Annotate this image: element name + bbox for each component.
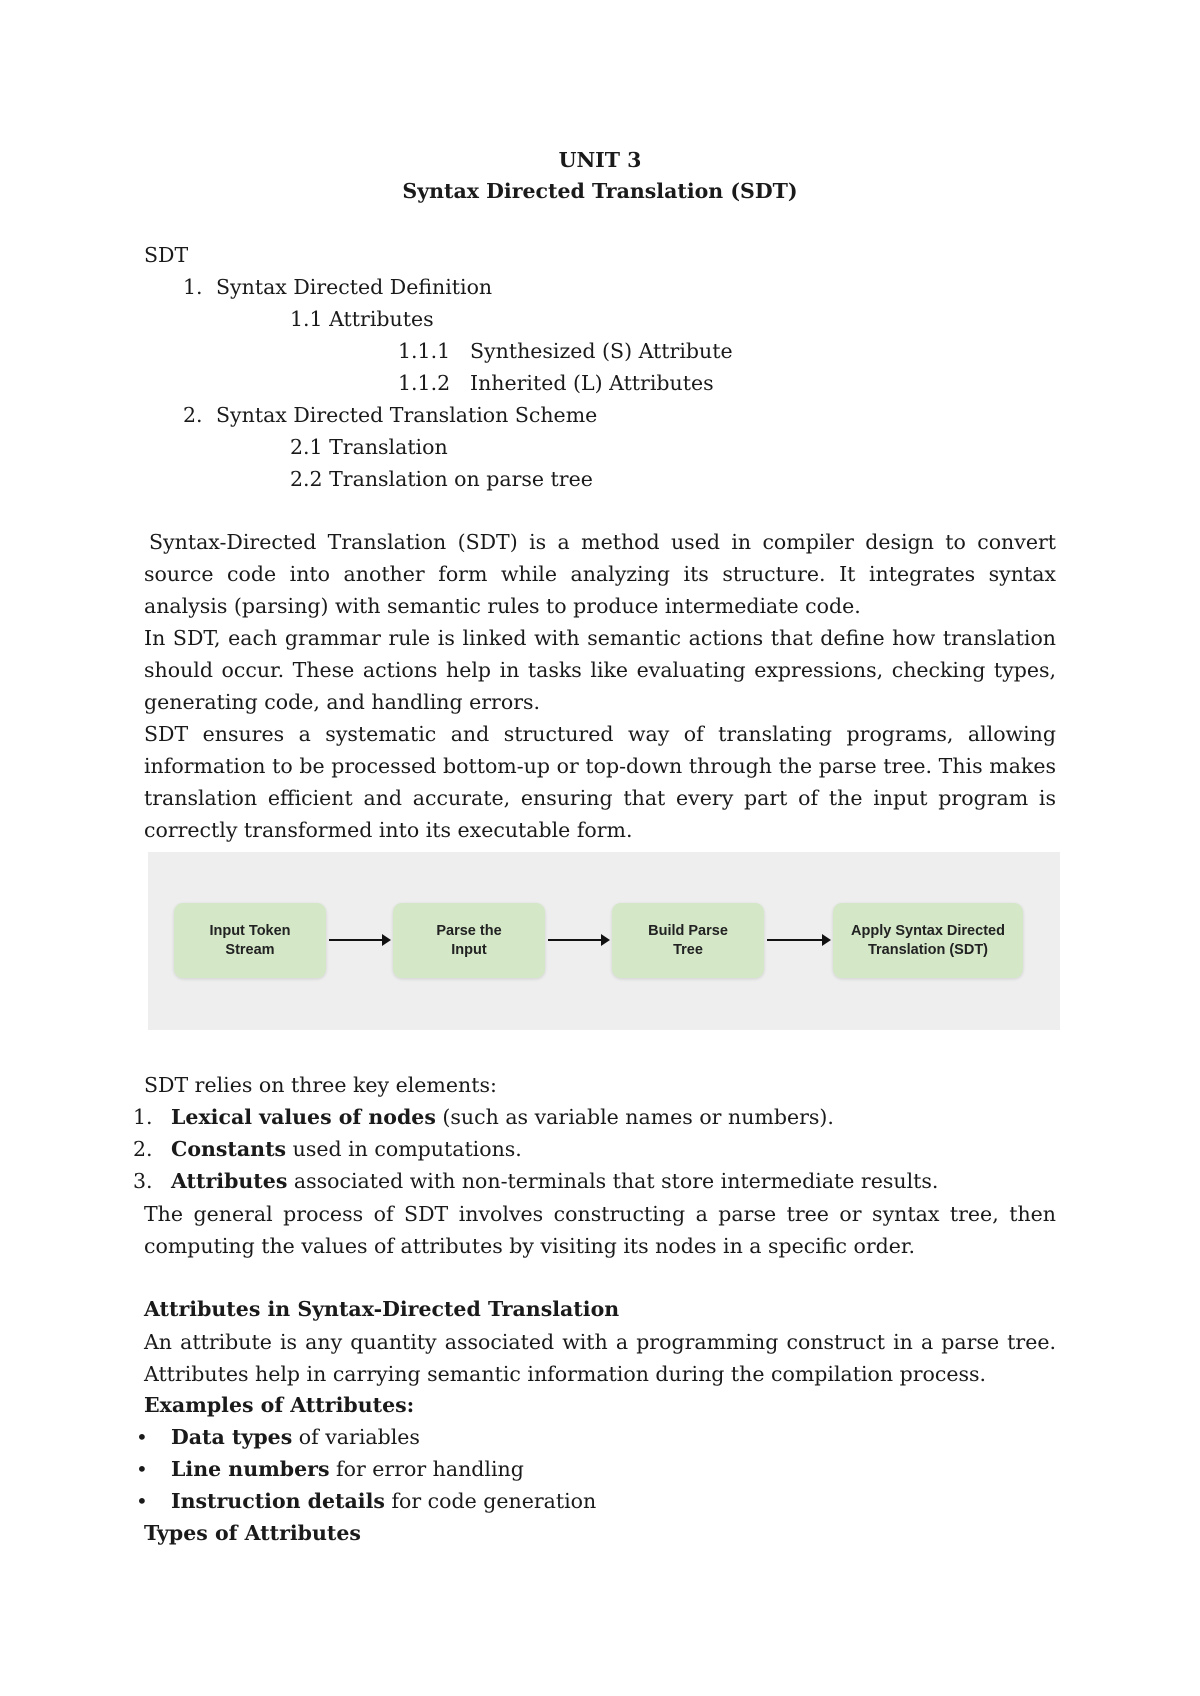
flow-step-box: Build Parse Tree <box>612 903 764 978</box>
intro-paragraph: Syntax-Directed Translation (SDT) is a method used in compiler design to convert source code into another form while analyzing its structure. It integrates syntax analysis (parsing) with semantic rules to produce intermediate code. <box>144 530 1056 618</box>
bullet-icon: • <box>136 1425 148 1449</box>
types-heading: Types of Attributes <box>144 1521 361 1545</box>
flow-step-box: Input Token Stream <box>174 903 326 978</box>
list-item-text: (such as variable names or numbers). <box>435 1105 834 1129</box>
list-item <box>171 1459 524 1480</box>
bullet-icon: • <box>136 1489 148 1513</box>
list-number: 3. <box>133 1169 153 1193</box>
toc-item-label: 2.1 Translation <box>290 435 448 459</box>
list-item-bold: Constants <box>171 1137 287 1161</box>
list-number: 2. <box>133 1137 153 1161</box>
examples-heading: Examples of Attributes: <box>144 1393 415 1417</box>
key-elements-intro: SDT relies on three key elements: <box>144 1073 497 1097</box>
page-title: Syntax Directed Translation (SDT) <box>402 179 798 203</box>
list-item-text: for code generation <box>384 1489 597 1513</box>
flow-arrow <box>329 939 389 941</box>
list-item <box>171 1427 420 1448</box>
list-item <box>171 1491 596 1512</box>
toc-item-label: Syntax Directed Definition <box>216 275 493 299</box>
list-item-bold: Data types <box>171 1425 293 1449</box>
toc-item-label: Syntax Directed Translation Scheme <box>216 403 598 427</box>
toc-item-number: 1.1.2 <box>398 371 451 395</box>
flow-arrow <box>767 939 829 941</box>
intro-paragraph: SDT ensures a systematic and structured way of translating programs, allowing information to be processed bottom-up or top-down through the parse tree. This makes translation efficient and accurate, ensuring that every part of the input program is correctly transformed into its executable form. <box>144 722 1056 842</box>
list-item <box>171 1171 938 1192</box>
toc-heading: SDT <box>144 243 189 267</box>
toc-item-label: 2.2 Translation on parse tree <box>290 467 593 491</box>
bullet-icon: • <box>136 1457 148 1481</box>
list-item-bold: Instruction details <box>171 1489 385 1513</box>
list-item-text: of variables <box>292 1425 420 1449</box>
toc-item-label: Inherited (L) Attributes <box>470 371 714 395</box>
flow-step-box: Apply Syntax Directed Translation (SDT) <box>833 903 1023 978</box>
list-item <box>171 1107 834 1128</box>
flow-arrow <box>548 939 608 941</box>
toc-item-number: 1.1.1 <box>398 339 451 363</box>
list-item <box>171 1139 522 1160</box>
attributes-paragraph: An attribute is any quantity associated with a programming construct in a parse tree. Attributes help in carrying semantic information during the compilation process. <box>144 1330 1056 1386</box>
list-item-text: for error handling <box>329 1457 524 1481</box>
list-item-bold: Attributes <box>171 1169 288 1193</box>
list-number: 1. <box>133 1105 153 1129</box>
list-item-text: associated with non-terminals that store intermediate results. <box>287 1169 939 1193</box>
toc-item-label: Synthesized (S) Attribute <box>470 339 733 363</box>
section-heading: Attributes in Syntax-Directed Translation <box>144 1297 620 1321</box>
flow-step-box: Parse the Input <box>393 903 545 978</box>
toc-item-number: 1. <box>183 275 203 299</box>
intro-paragraph: In SDT, each grammar rule is linked with semantic actions that define how translation should occur. These actions help in tasks like evaluating expressions, checking types, generating code, and handling errors. <box>144 626 1056 714</box>
process-paragraph: The general process of SDT involves constructing a parse tree or syntax tree, then computing the values of attributes by visiting its nodes in a specific order. <box>144 1202 1056 1258</box>
toc-item-label: 1.1 Attributes <box>290 307 434 331</box>
unit-heading: UNIT 3 <box>558 148 642 172</box>
toc-item-number: 2. <box>183 403 203 427</box>
sdt-flowchart <box>148 852 1060 1030</box>
list-item-bold: Lexical values of nodes <box>171 1105 436 1129</box>
list-item-bold: Line numbers <box>171 1457 330 1481</box>
list-item-text: used in computations. <box>286 1137 522 1161</box>
